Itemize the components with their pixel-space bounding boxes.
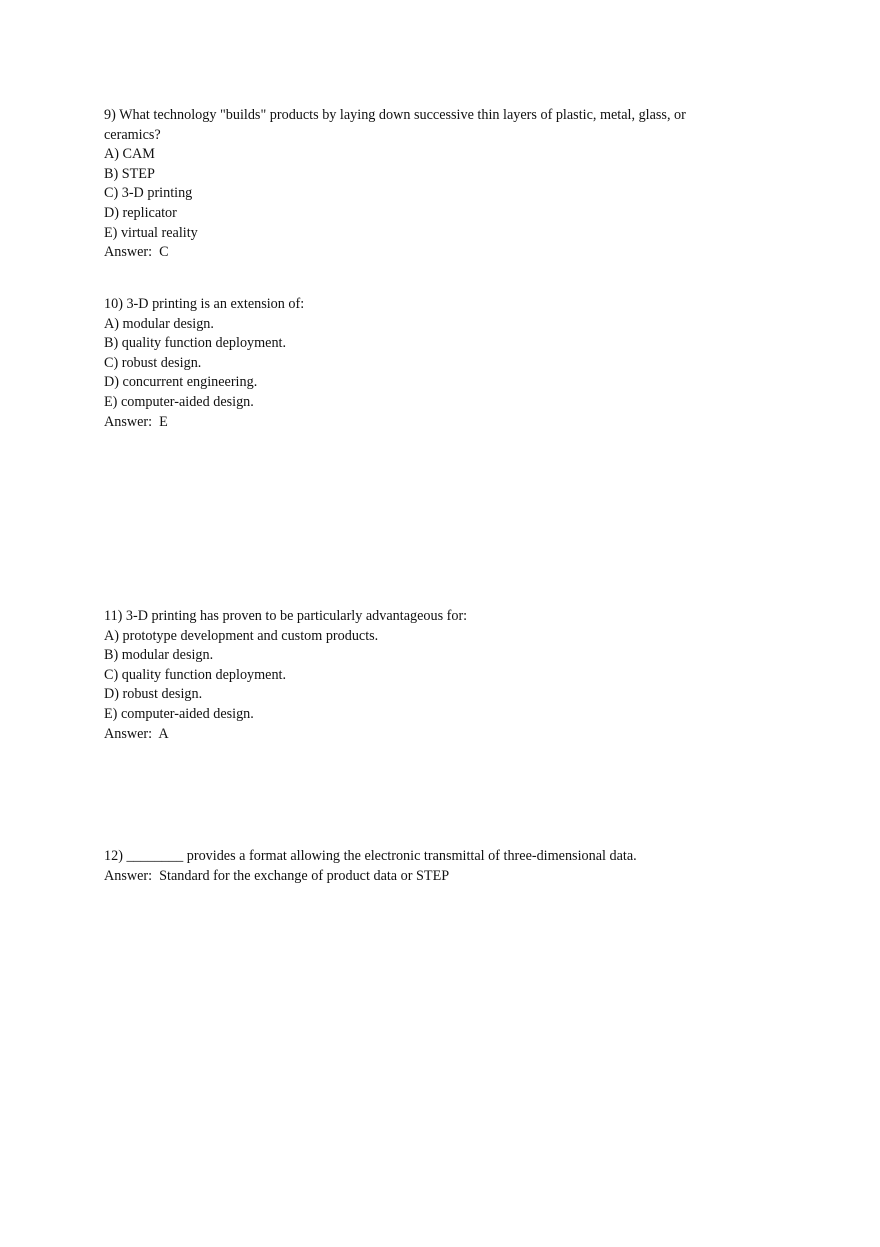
option-e: E) computer-aided design.: [104, 705, 254, 722]
option-b: B) modular design.: [104, 647, 214, 664]
question-9: [104, 106, 724, 263]
answer-text: Answer: E: [104, 413, 168, 430]
question-10: [104, 295, 724, 432]
option-c: C) robust design.: [104, 354, 202, 371]
option-a: A) CAM: [104, 146, 155, 163]
option-a: A) prototype development and custom products.: [104, 627, 379, 644]
question-11: [104, 607, 724, 744]
option-b: B) STEP: [104, 165, 155, 182]
option-d: D) concurrent engineering.: [104, 374, 258, 391]
question-text: 10) 3-D printing is an extension of:: [104, 296, 305, 312]
answer-text: Answer: C: [104, 244, 169, 261]
option-e: E) computer-aided design.: [104, 393, 254, 410]
answer-text: Answer: A: [104, 725, 169, 742]
option-c: C) quality function deployment.: [104, 666, 287, 683]
question-text: 9) What technology "builds" products by laying down successive thin layers of plastic, metal, glass, or ceramics?: [104, 107, 690, 143]
option-b: B) quality function deployment.: [104, 335, 287, 352]
option-c: C) 3-D printing: [104, 185, 193, 202]
option-e: E) virtual reality: [104, 224, 198, 241]
answer-text: Answer: Standard for the exchange of product data or STEP: [104, 867, 450, 884]
question-text: 12) ________ provides a format allowing the electronic transmittal of three-dimensional data.: [104, 848, 637, 864]
question-text: 11) 3-D printing has proven to be particularly advantageous for:: [104, 608, 468, 624]
option-d: D) replicator: [104, 204, 177, 221]
option-d: D) robust design.: [104, 686, 203, 703]
question-12: [104, 847, 744, 886]
option-a: A) modular design.: [104, 315, 214, 332]
